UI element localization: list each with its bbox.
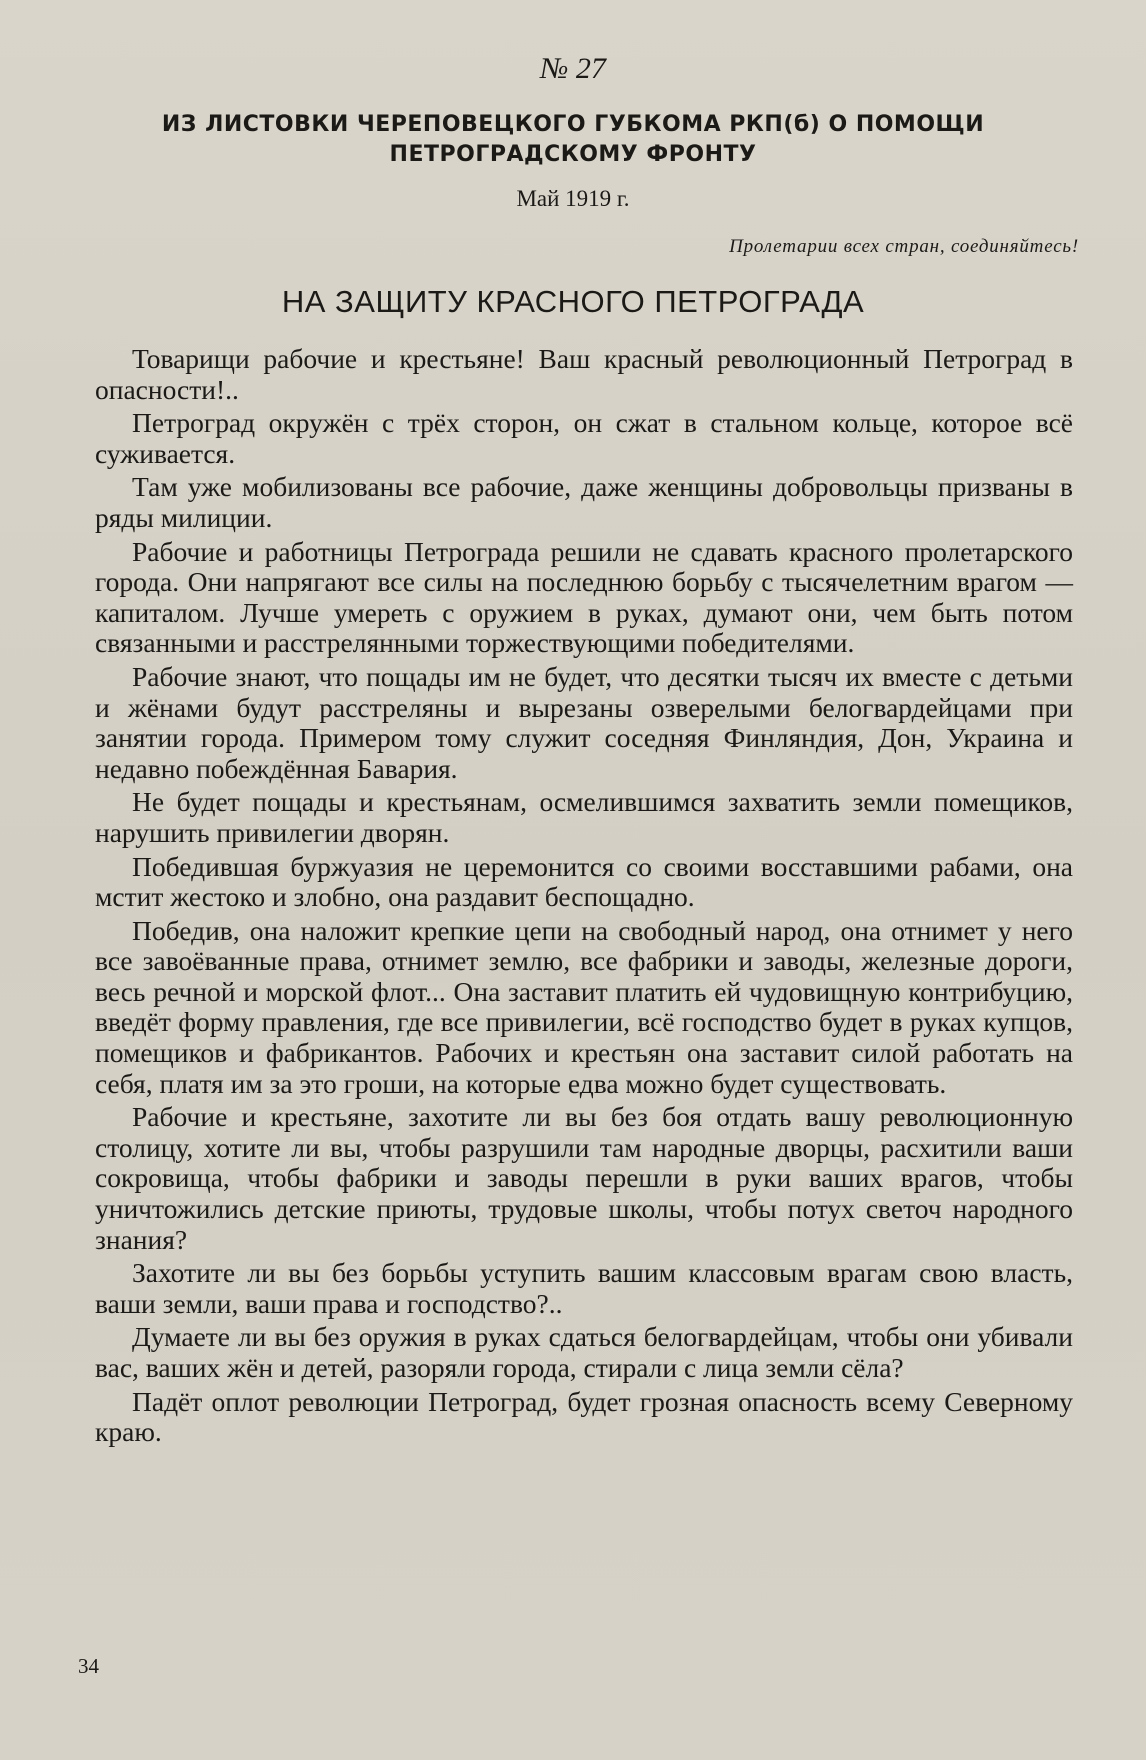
paragraph-1: Товарищи рабочие и крестьяне! Ваш красный революционный Петроград в опасности!..: [95, 343, 1073, 405]
paragraph-4: Рабочие и работницы Петрограда решили не сдавать красного пролетарского города. Они напрягают все силы на последнюю борьбу с тысячелетним врагом — капиталом. Лучше умереть с оружием в руках, думают они, чем быть потом связанными и расстрелянными торжествующими победителями.: [95, 535, 1073, 659]
paragraph-2: Петроград окружён с трёх сторон, он сжат в стальном кольце, которое всё суживается.: [95, 407, 1073, 469]
page-number: 34: [78, 1654, 99, 1678]
paragraph-10: Захотите ли вы без борьбы уступить вашим классовым врагам свою власть, ваши земли, ваши права и господство?..: [95, 1257, 1073, 1319]
document-title: [110, 110, 1036, 170]
motto: Пролетарии всех стран, соединяйтесь!: [729, 236, 1079, 257]
paragraph-7: Победившая буржуазия не церемонится со своими восставшими рабами, она мстит жестоко и злобно, она раздавит беспощадно.: [95, 850, 1073, 913]
paragraph-12: Падёт оплот революции Петроград, будет грозная опасность всему Северному краю.: [95, 1385, 1073, 1448]
paragraph-3: Там уже мобилизованы все рабочие, даже женщины добровольцы призваны в ряды милиции.: [95, 471, 1073, 533]
body-text: [95, 344, 1073, 1451]
paragraph-11: Думаете ли вы без оружия в руках сдаться белогвардейцам, чтобы они убивали вас, ваших жён и детей, разоряли города, стирали с лица земли сёла?: [95, 1321, 1073, 1383]
document-title-line-1: ИЗ ЛИСТОВКИ ЧЕРЕПОВЕЦКОГО ГУБКОМА РКП(б) О ПОМОЩИ: [161, 112, 985, 137]
paragraph-5: Рабочие знают, что пощады им не будет, что десятки тысяч их вместе с детьми и жёнами будут расстреляны и вырезаны озверелыми белогвардейцами при занятии города. Примером тому служит соседняя Финляндия, Дон, Украина и недавно побеждённая Бавария.: [95, 660, 1073, 784]
document-number: № 27: [540, 52, 606, 85]
document-title-line-2: ПЕТРОГРАДСКОМУ ФРОНТУ: [389, 142, 757, 167]
paragraph-8: Победив, она наложит крепкие цепи на свободный народ, она отнимет у него все завоёванные права, отнимет землю, все фабрики и заводы, железные дороги, весь речной и морской флот... Она заставит платить ей чудовищную контрибуцию, введёт форму правления, где все привилегии, всё господство будет в руках купцов, помещиков и фабрикантов. Рабочих и крестьян она заставит силой работать на себя, платя им за это гроши, на которые едва можно будет существовать.: [95, 914, 1073, 1099]
leaflet-heading: НА ЗАЩИТУ КРАСНОГО ПЕТРОГРАДА: [281, 284, 865, 319]
paragraph-9: Рабочие и крестьяне, захотите ли вы без боя отдать вашу революционную столицу, хотите ли вы, чтобы разрушили там народные дворцы, расхитили ваши сокровища, чтобы фабрики и заводы перешли в руки ваших врагов, чтобы уничтожились детские приюты, трудовые школы, чтобы потух светоч народного знания?: [95, 1101, 1073, 1255]
document-date: Май 1919 г.: [516, 186, 630, 211]
paragraph-6: Не будет пощады и крестьянам, осмелившимся захватить земли помещиков, нарушить привилегии дворян.: [95, 786, 1073, 848]
